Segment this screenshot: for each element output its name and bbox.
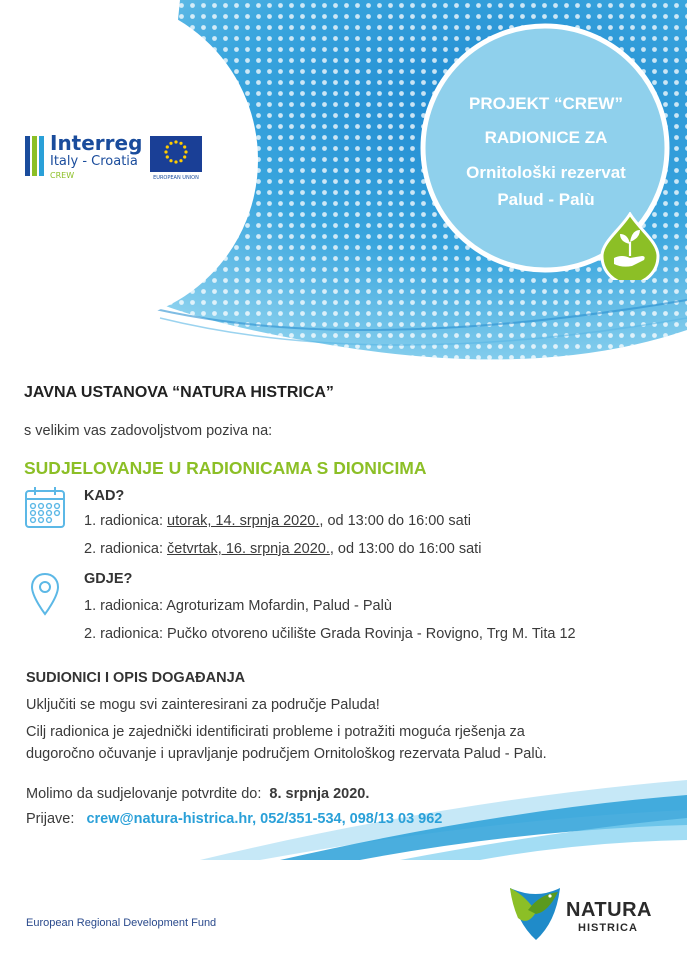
participants-line-1: Uključiti se mogu svi zainteresirani za područje Paluda! <box>26 697 380 713</box>
when-heading: KAD? <box>84 488 125 504</box>
interreg-logo <box>22 132 212 184</box>
interreg-region: Italy - Croatia <box>50 154 138 169</box>
where-item-2: 2. radionica: Pučko otvoreno učilište Grada Rovinja - Rovigno, Trg M. Tita 12 <box>84 626 576 642</box>
apply-label: Prijave: <box>26 811 75 827</box>
location-pin-icon <box>30 572 60 616</box>
event-title: SUDJELOVANJE U RADIONICAMA S DIONICIMA <box>24 458 427 478</box>
confirm-line <box>26 786 369 802</box>
interreg-stripes-icon <box>22 132 48 184</box>
natura-wordmark: NATURA <box>566 899 652 921</box>
confirm-date: 8. srpnja 2020. <box>269 786 370 802</box>
apply-line <box>26 811 442 827</box>
invite-text: s velikim vas zadovoljstvom poziva na: <box>24 423 273 439</box>
when-item-1 <box>84 513 471 529</box>
participants-line-2: Cilj radionica je zajednički identificirati probleme i potražiti moguća rješenja za <box>26 724 525 740</box>
when-item-2-date: četvrtak, 16. srpnja 2020. <box>167 541 330 557</box>
when-item-2-time: , od 13:00 do 16:00 sati <box>329 541 482 557</box>
when-item-2 <box>84 541 481 557</box>
when-item-1-time: , od 13:00 do 16:00 sati <box>319 513 471 529</box>
bubble-location: Palud - Palù <box>497 190 595 209</box>
confirm-text: Molimo da sudjelovanje potvrdite do: <box>26 786 262 802</box>
natura-histrica-logo-icon <box>506 882 564 944</box>
fund-label: European Regional Development Fund <box>26 917 217 929</box>
bubble-project: PROJEKT “CREW” <box>469 94 623 113</box>
interreg-wordmark: Interreg <box>50 131 143 155</box>
bubble-workshops: RADIONICE ZA <box>484 128 608 147</box>
plant-hand-icon <box>596 212 664 280</box>
histrica-wordmark: HISTRICA <box>578 922 638 934</box>
eu-label: EUROPEAN UNION <box>153 175 199 181</box>
organization-title: JAVNA USTANOVA “NATURA HISTRICA” <box>24 384 334 401</box>
where-item-1: 1. radionica: Agroturizam Mofardin, Palud - Palù <box>84 598 392 614</box>
when-item-2-prefix: 2. radionica: <box>84 541 168 557</box>
participants-line-3: dugoročno očuvanje i upravljanje područjem Ornitološkog rezervata Palud - Palù. <box>26 746 547 762</box>
when-item-1-prefix: 1. radionica: <box>84 513 168 529</box>
interreg-project-tag: CREW <box>50 171 75 180</box>
when-item-1-date: utorak, 14. srpnja 2020. <box>167 513 320 529</box>
calendar-icon <box>24 485 66 529</box>
where-heading: GDJE? <box>84 571 133 587</box>
apply-contacts[interactable]: crew@natura-histrica.hr, 052/351-534, 098/13 03 962 <box>86 811 443 827</box>
eu-flag-icon <box>150 136 202 172</box>
bubble-reserve: Ornitološki rezervat <box>466 163 626 182</box>
participants-heading: SUDIONICI I OPIS DOGAĐANJA <box>26 670 246 686</box>
